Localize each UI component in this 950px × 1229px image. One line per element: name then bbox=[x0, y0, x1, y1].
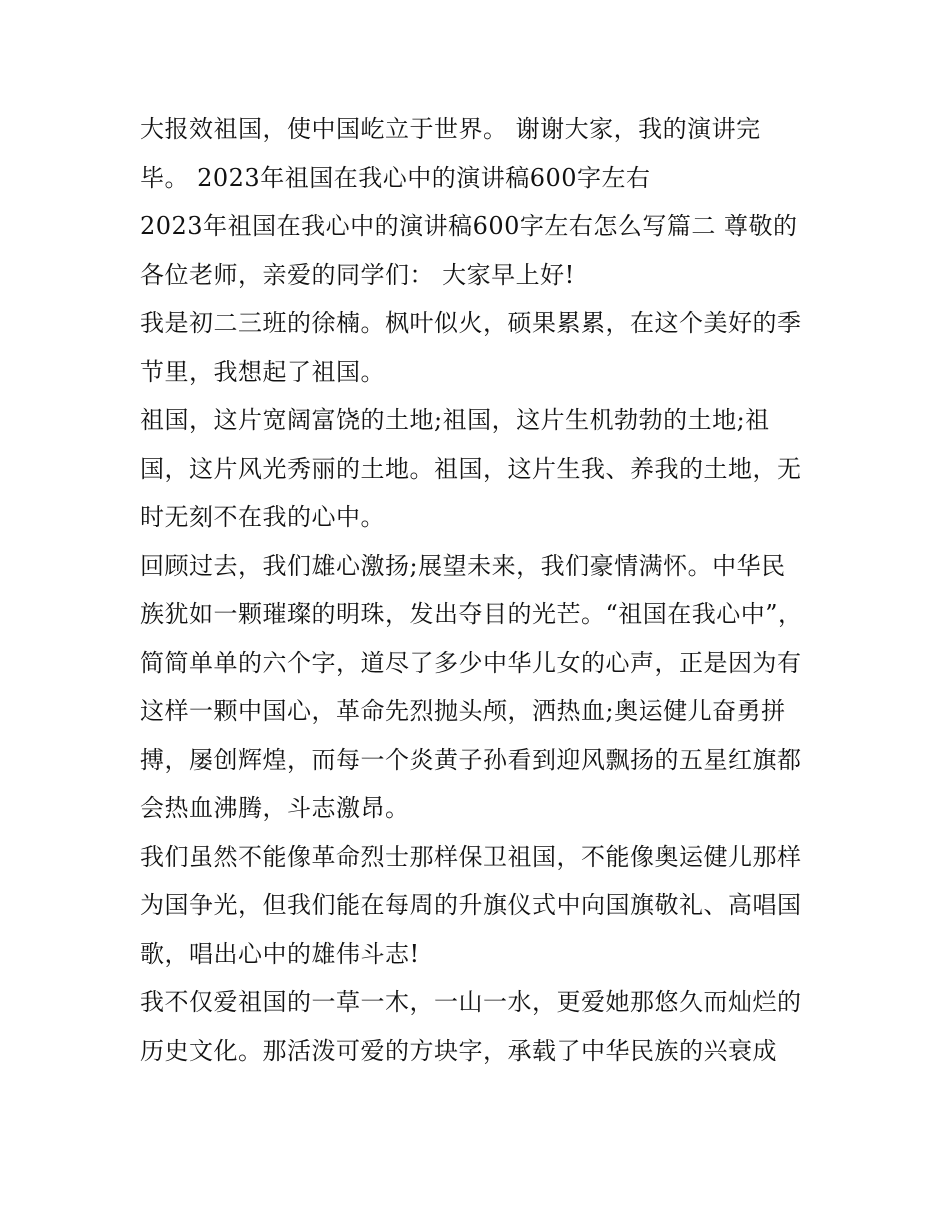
text-line: 歌，唱出心中的雄伟斗志! bbox=[140, 939, 420, 968]
text-line: 时无刻不在我的心中。 bbox=[140, 503, 385, 531]
text-line: 大报效祖国，使中国屹立于世界。 谢谢大家，我的演讲完 bbox=[140, 115, 761, 143]
text-line: 这样一颗中国心，革命先烈抛头颅，洒热血;奥运健儿奋勇拼 bbox=[140, 697, 786, 725]
text-line: 我是初二三班的徐楠。枫叶似火，硕果累累，在这个美好的季 bbox=[140, 309, 802, 337]
text-line: 族犹如一颗璀璨的明珠，发出夺目的光芒。“祖国在我心中”， bbox=[140, 600, 803, 628]
text-line: 各位老师，亲爱的同学们： 大家早上好! bbox=[140, 260, 575, 289]
text-line: 会热血沸腾，斗志激昂。 bbox=[140, 794, 410, 822]
text-line: 国，这片风光秀丽的土地。祖国，这片生我、养我的土地，无 bbox=[140, 454, 802, 483]
text-line: 为国争光，但我们能在每周的升旗仪式中向国旗敬礼、高唱国 bbox=[140, 891, 802, 919]
text-line: 我不仅爱祖国的一草一木，一山一水，更爱她那悠久而灿烂的 bbox=[140, 988, 802, 1016]
text-line: 祖国，这片宽阔富饶的土地;祖国，这片生机勃勃的土地;祖 bbox=[140, 406, 770, 434]
text-line: 回顾过去，我们雄心激扬;展望未来，我们豪情满怀。中华民 bbox=[140, 551, 786, 580]
text-line: 搏，屡创辉煌，而每一个炎黄子孙看到迎风飘扬的五星红旗都 bbox=[140, 745, 802, 774]
speech-text-body bbox=[140, 105, 820, 1075]
text-line: 简简单单的六个字，道尽了多少中华儿女的心声，正是因为有 bbox=[140, 648, 802, 677]
text-line: 节里，我想起了祖国。 bbox=[140, 357, 385, 386]
text-line: 毕。 2023年祖国在我心中的演讲稿600字左右 bbox=[140, 163, 651, 192]
text-line: 历史文化。那活泼可爱的方块字，承载了中华民族的兴衰成 bbox=[140, 1036, 777, 1065]
text-line: 2023年祖国在我心中的演讲稿600字左右怎么写篇二 尊敬的 bbox=[140, 212, 798, 240]
text-line: 我们虽然不能像革命烈士那样保卫祖国，不能像奥运健儿那样 bbox=[140, 842, 802, 871]
